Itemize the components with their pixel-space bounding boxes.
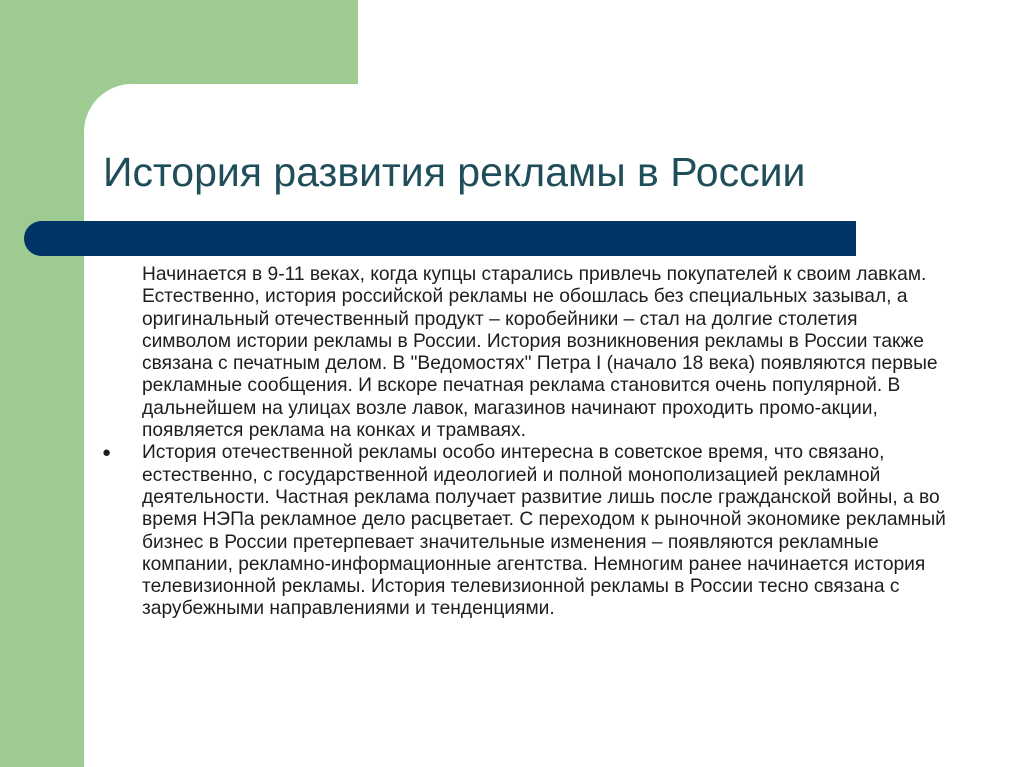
paragraph-1 xyxy=(100,264,950,442)
paragraph-2 xyxy=(100,442,950,620)
slide-title: История развития рекламы в России xyxy=(103,149,806,195)
paragraph-2-text: История отечественной рекламы особо интересна в советское время, что связано, естественно, с государственной идеологией и полной монополизацией рекламной деятельности. Частная реклама получает развитие лишь после гражданской войны, а во время НЭПа рекламное дело расцветает. С переходом к рыночной экономике рекламный бизнес в России претерпевает значительные изменения – появляются рекламные компании, рекламно-информационные агентства. Немногим ранее начинается история телевизионной рекламы. История телевизионной рекламы в России тесно связана с зарубежными направлениями и тенденциями. xyxy=(142,442,946,620)
bullet-icon: ● xyxy=(102,444,112,462)
slide-body xyxy=(100,264,950,621)
title-underline-bar xyxy=(24,221,856,256)
paragraph-1-text: Начинается в 9-11 веках, когда купцы старались привлечь покупателей к своим лавкам. Естественно, история российской рекламы не обошлась без специальных зазывал, а оригинальный отечественный продукт – коробейники – стал на долгие столетия символом истории рекламы в России. История возникновения рекламы в России также связана с печатным делом. В "Ведомостях" Петра I (начало 18 века) появляются первые рекламные сообщения. И вскоре печатная реклама становится очень популярной. В дальнейшем на улицах возле лавок, магазинов начинают проходить промо-акции, появляется реклама на конках и трамваях. xyxy=(142,264,938,442)
